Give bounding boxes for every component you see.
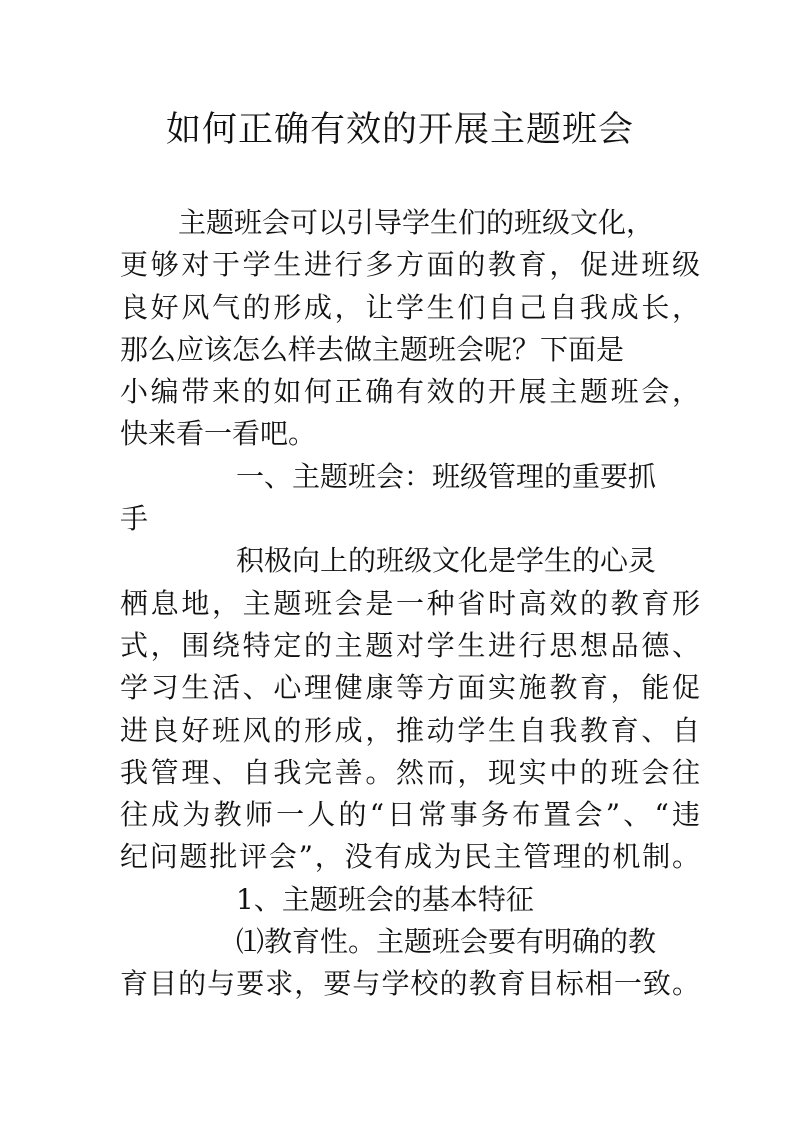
subsection-heading-line: 1、主题班会的基本特征 (236, 882, 534, 916)
paragraph-line: 小编带来的如何正确有效的开展主题班会， (120, 375, 700, 409)
paragraph-line: 进良好班风的形成，推动学生自我教育、自 (120, 713, 700, 747)
section-heading-line: 一、主题班会：班级管理的重要抓 (236, 459, 657, 493)
paragraph-line: 那么应该怎么样去做主题班会呢？下面是 (120, 332, 625, 366)
paragraph-line: 学习生活、心理健康等方面实施教育，能促 (120, 671, 700, 705)
document-title: 如何正确有效的开展主题班会 (165, 110, 634, 150)
document-body (120, 202, 700, 1006)
paragraph-line: 栖息地，主题班会是一种省时高效的教育形 (120, 586, 700, 620)
paragraph-line: ⑴教育性。主题班会要有明确的教 (236, 925, 657, 959)
paragraph-line: 式，围绕特定的主题对学生进行思想品德、 (120, 628, 700, 662)
paragraph-line: 育目的与要求，要与学校的教育目标相一致。 (120, 967, 700, 1001)
paragraph-line: 快来看一看吧。 (120, 417, 317, 451)
paragraph-line: 更够对于学生进行多方面的教育，促进班级 (120, 248, 700, 282)
paragraph-line: 我管理、自我完善。然而，现实中的班会往 (120, 755, 700, 789)
paragraph-line: 良好风气的形成，让学生们自己自我成长， (120, 290, 700, 324)
paragraph-line: 纪问题批评会”，没有成为民主管理的机制。 (120, 840, 700, 874)
paragraph-line: 积极向上的班级文化是学生的心灵 (236, 544, 657, 578)
section-heading-line: 手 (120, 502, 149, 536)
paragraph-line: 往成为教师一人的“日常事务布置会”、“违 (120, 798, 700, 832)
paragraph-line: 主题班会可以引导学生们的班级文化， (178, 206, 655, 239)
